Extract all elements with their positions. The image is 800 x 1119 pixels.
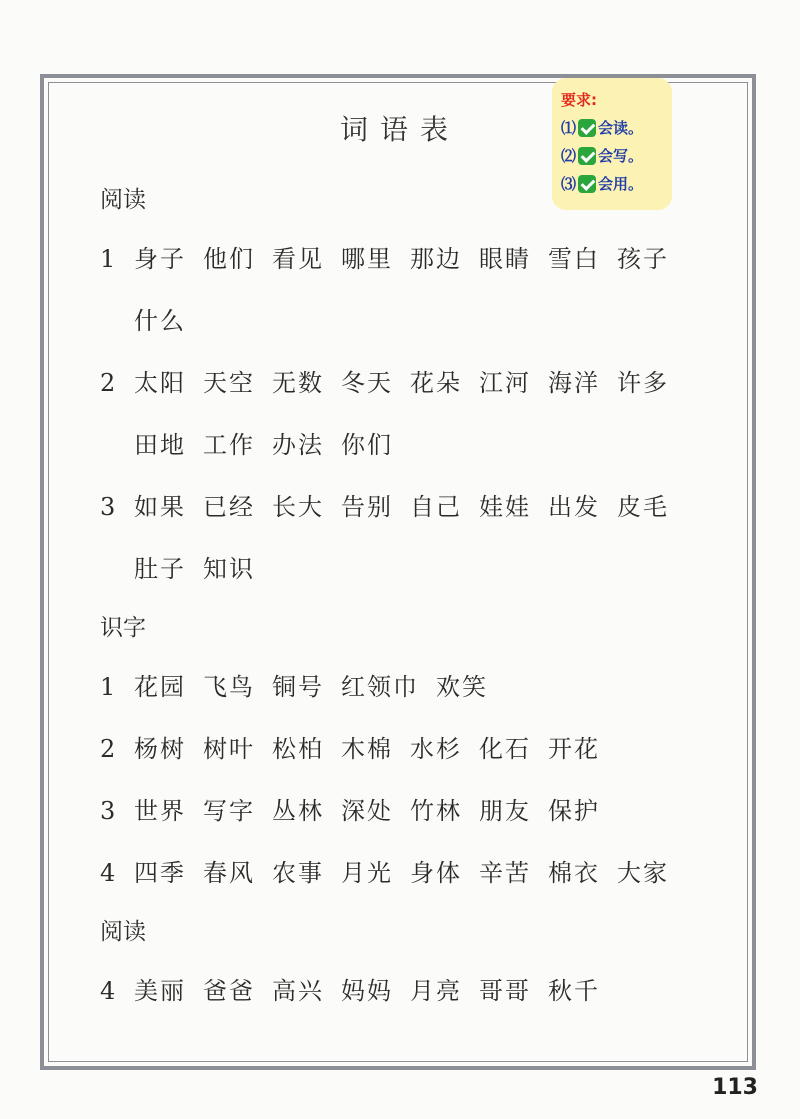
- vocabulary-row: [100, 842, 720, 904]
- vocabulary-word: 美丽: [134, 977, 186, 1005]
- vocabulary-word: 工作: [203, 431, 255, 459]
- vocabulary-word: 长大: [272, 493, 324, 521]
- lesson-number: 2: [100, 369, 116, 397]
- vocabulary-word: 田地: [134, 431, 186, 459]
- vocabulary-word: 自己: [410, 493, 462, 521]
- vocabulary-word: 雪白: [548, 245, 600, 273]
- requirement-number: ⑵: [561, 147, 577, 165]
- vocabulary-word: 欢笑: [436, 673, 488, 701]
- vocabulary-word: 眼睛: [479, 245, 531, 273]
- row-indent: [100, 290, 134, 352]
- vocabulary-word: 皮毛: [617, 493, 669, 521]
- vocabulary-word: 已经: [203, 493, 255, 521]
- vocabulary-list: [100, 172, 720, 1022]
- requirement-text: 会用。: [598, 175, 644, 193]
- vocabulary-word: 辛苦: [479, 859, 531, 887]
- row-indent: [100, 414, 134, 476]
- checkmark-icon: [578, 119, 596, 137]
- vocabulary-word: 水杉: [410, 735, 462, 763]
- vocabulary-row: [100, 228, 720, 290]
- vocabulary-word: 松柏: [272, 735, 324, 763]
- vocabulary-word: 告别: [341, 493, 393, 521]
- lesson-number: 3: [100, 797, 116, 825]
- vocabulary-word: 花朵: [410, 369, 462, 397]
- vocabulary-word: 江河: [479, 369, 531, 397]
- vocabulary-row: [100, 780, 720, 842]
- vocabulary-word: 秋千: [548, 977, 600, 1005]
- vocabulary-word: 朋友: [479, 797, 531, 825]
- vocabulary-word: 如果: [134, 493, 186, 521]
- vocabulary-word: 出发: [548, 493, 600, 521]
- vocabulary-word: 月亮: [410, 977, 462, 1005]
- vocabulary-word: 身子: [134, 245, 186, 273]
- vocabulary-word: 无数: [272, 369, 324, 397]
- section-heading: 阅读: [100, 919, 146, 945]
- vocabulary-word: 太阳: [134, 369, 186, 397]
- lesson-number: 4: [100, 977, 116, 1005]
- vocabulary-word: 四季: [134, 859, 186, 887]
- vocabulary-row: [100, 960, 720, 1022]
- vocabulary-word: 丛林: [272, 797, 324, 825]
- vocabulary-word: 木棉: [341, 735, 393, 763]
- requirement-number: ⑴: [561, 119, 577, 137]
- vocabulary-word: 树叶: [203, 735, 255, 763]
- vocabulary-word: 孩子: [617, 245, 669, 273]
- page-number: 113: [712, 1075, 758, 1100]
- lesson-number: 3: [100, 493, 116, 521]
- vocabulary-word: 哪里: [341, 245, 393, 273]
- section-heading: 识字: [100, 615, 146, 641]
- requirements-heading: 要求:: [561, 91, 597, 109]
- vocabulary-word: 铜号: [272, 673, 324, 701]
- vocabulary-row: [100, 656, 720, 718]
- vocabulary-word: 办法: [272, 431, 324, 459]
- vocabulary-word: 那边: [410, 245, 462, 273]
- vocabulary-row: [100, 718, 720, 780]
- vocabulary-word: 写字: [203, 797, 255, 825]
- vocabulary-row: [100, 476, 720, 538]
- vocabulary-word: 知识: [203, 555, 255, 583]
- vocabulary-word: 高兴: [272, 977, 324, 1005]
- lesson-number: 2: [100, 735, 116, 763]
- section-heading: 阅读: [100, 187, 146, 213]
- vocabulary-word: 身体: [410, 859, 462, 887]
- vocabulary-row: [100, 414, 720, 476]
- vocabulary-word: 哥哥: [479, 977, 531, 1005]
- vocabulary-word: 世界: [134, 797, 186, 825]
- vocabulary-word: 月光: [341, 859, 393, 887]
- vocabulary-row: [100, 290, 720, 352]
- vocabulary-word: 开花: [548, 735, 600, 763]
- lesson-number: 1: [100, 673, 116, 701]
- requirement-number: ⑶: [561, 175, 577, 193]
- vocabulary-word: 妈妈: [341, 977, 393, 1005]
- row-indent: [100, 538, 134, 600]
- vocabulary-word: 看见: [272, 245, 324, 273]
- vocabulary-word: 大家: [617, 859, 669, 887]
- lesson-number: 4: [100, 859, 116, 887]
- requirement-item: [561, 114, 672, 142]
- requirement-text: 会读。: [598, 119, 644, 137]
- vocabulary-word: 娃娃: [479, 493, 531, 521]
- vocabulary-word: 深处: [341, 797, 393, 825]
- vocabulary-word: 肚子: [134, 555, 186, 583]
- vocabulary-word: 保护: [548, 797, 600, 825]
- vocabulary-word: 天空: [203, 369, 255, 397]
- vocabulary-word: 许多: [617, 369, 669, 397]
- vocabulary-row: [100, 538, 720, 600]
- vocabulary-word: 杨树: [134, 735, 186, 763]
- requirement-text: 会写。: [598, 147, 644, 165]
- vocabulary-word: 花园: [134, 673, 186, 701]
- vocabulary-row: [100, 352, 720, 414]
- vocabulary-word: 冬天: [341, 369, 393, 397]
- vocabulary-word: 棉衣: [548, 859, 600, 887]
- requirement-item: [561, 142, 672, 170]
- checkmark-icon: [578, 147, 596, 165]
- vocabulary-word: 红领巾: [341, 673, 419, 701]
- vocabulary-word: 飞鸟: [203, 673, 255, 701]
- vocabulary-word: 农事: [272, 859, 324, 887]
- vocabulary-word: 春风: [203, 859, 255, 887]
- vocabulary-word: 化石: [479, 735, 531, 763]
- vocabulary-word: 竹林: [410, 797, 462, 825]
- vocabulary-word: 他们: [203, 245, 255, 273]
- vocabulary-word: 你们: [341, 431, 393, 459]
- vocabulary-word: 什么: [134, 307, 186, 335]
- vocabulary-word: 爸爸: [203, 977, 255, 1005]
- vocabulary-word: 海洋: [548, 369, 600, 397]
- page-title: 词语表: [339, 113, 460, 146]
- lesson-number: 1: [100, 245, 116, 273]
